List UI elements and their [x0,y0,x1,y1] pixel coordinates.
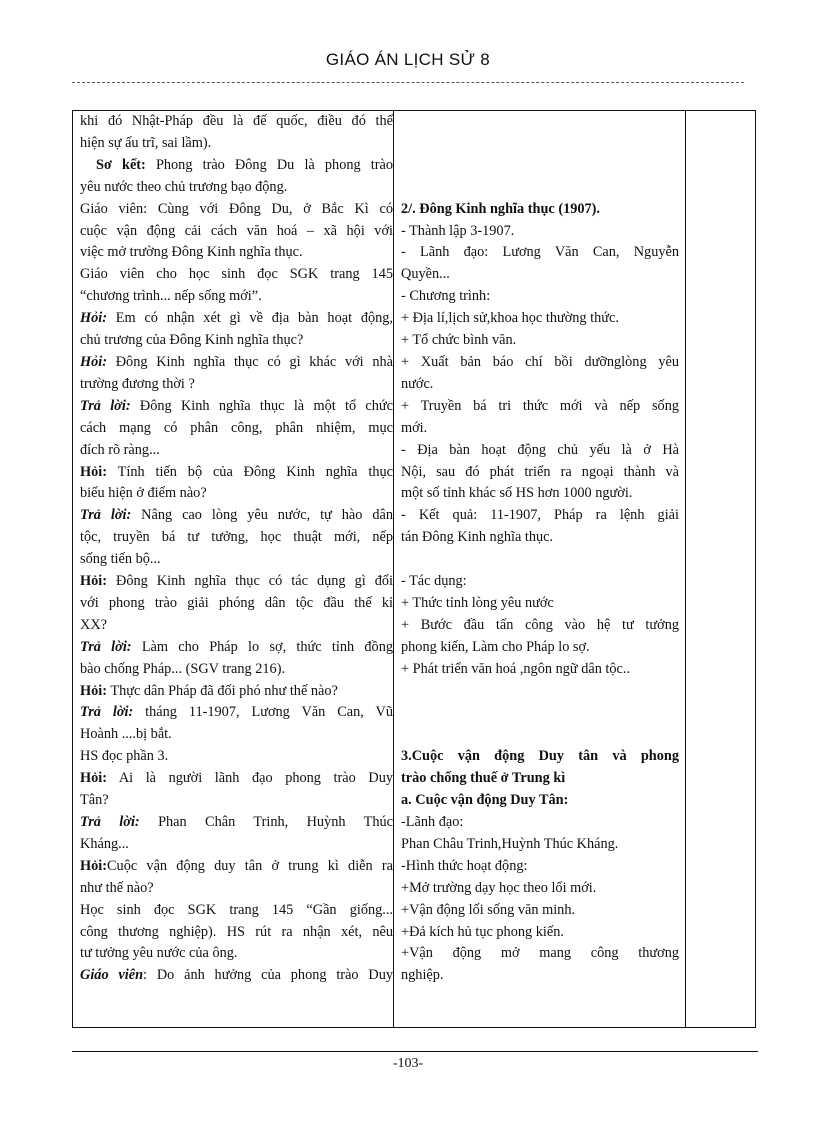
left-column-line [80,943,393,965]
text-run: -Lãnh đạo: [401,814,464,830]
right-column-line [401,352,679,374]
right-column-line [401,943,679,965]
right-column-line [401,527,679,549]
left-column-line [80,790,393,812]
right-column-line [401,702,679,724]
text-run: - Kết quả: 11-1907, Pháp ra lệnh giải [401,507,679,524]
left-column-line [80,264,393,286]
right-column-line [401,768,679,790]
emphasis-label: Trả lời: [80,638,132,655]
text-run: việc mở trường Đông Kinh nghĩa thục. [80,244,303,261]
left-column-line [80,878,393,900]
text-run: nghiệp. [401,967,444,984]
left-column-line [80,702,393,724]
left-column-line [80,330,393,352]
text-run: Kháng... [80,835,129,852]
left-column-line [80,133,393,155]
emphasis-label: Trả lời: [80,397,131,414]
text-run: - Tác dụng: [401,573,467,590]
left-column-line [80,242,393,264]
text-run: + Xuất bản báo chí bồi dưỡnglòng yêu [401,353,679,370]
left-column-line [80,571,393,593]
emphasis-label: Hỏi: [80,463,108,480]
text-run: tư tưởng yêu nước của ông. [80,945,238,962]
left-column-line [80,637,393,659]
text-run: tộc, truyền bá tư tưởng, học thuật mới, nếp [80,529,393,546]
text-run: bào chống Pháp... (SGV trang 216). [80,660,286,677]
right-column-line [401,330,679,352]
text-run: nước. [401,375,434,392]
left-column-line [80,155,393,177]
text-run: + Tổ chức bình văn. [401,332,517,349]
text-run: Phan Chân Trinh, Huỳnh Thúc [139,814,393,830]
left-column-line [80,724,393,746]
emphasis-label: Sơ kết: [96,156,146,173]
right-column-line [401,571,679,593]
header-divider [72,82,744,83]
emphasis-label: Giáo viên [80,967,144,984]
text-run: +Vận động lối sống văn minh. [401,901,576,918]
right-column-line [401,593,679,615]
text-run: biểu hiện ở điểm nào? [80,485,207,502]
emphasis-label: Trả lời: [80,507,132,524]
text-run: Nội, sau đó phát triển ra ngoại thành và [401,463,679,480]
right-column-line [401,440,679,462]
emphasis-label: Hỏi: [80,770,108,787]
text-run: - Thành lập 3-1907. [401,222,515,239]
right-column-line [401,199,679,221]
left-column-line [80,615,393,637]
text-run: trường đương thời ? [80,375,195,392]
right-column-line [401,856,679,878]
emphasis-label: Trả lời: [80,704,134,721]
left-column-line [80,374,393,396]
right-column-line [401,177,679,199]
text-run: + Bước đầu tấn công vào hệ tư tưởng [401,616,679,633]
text-run: đích rõ ràng... [80,441,160,458]
notes-column [686,111,755,1027]
text-run: Giáo viên cho học sinh đọc SGK trang 145 [80,266,393,283]
text-run: + Địa lí,lịch sử,khoa học thường thức. [401,310,619,327]
text-run: +Mở trường dạy học theo lối mới. [401,879,597,896]
right-column-line [401,374,679,396]
teacher-student-activity-column [80,111,393,987]
emphasis-label: Hỏi: [80,857,108,874]
right-column-line [401,922,679,944]
emphasis-label: Trả lời: [80,814,140,830]
text-run: tán Đông Kinh nghĩa thục. [401,529,554,546]
right-column-line [401,286,679,308]
text-run: phong kiến, Làm cho Pháp lo sợ. [401,638,590,655]
text-run: khi đó Nhật-Pháp đều là đế quốc, điều đó thể [80,113,393,129]
left-column-line [80,308,393,330]
right-column-line [401,549,679,571]
text-run: sống tiến bộ... [80,551,161,568]
right-column-line [401,746,679,768]
text-run: Giáo viên: Cùng với Đông Du, ở Bắc Kì có [80,200,393,217]
left-column-line [80,900,393,922]
left-column-line [80,396,393,418]
right-column-line [401,900,679,922]
emphasis-label: trào chống thuế ở Trung kì [401,770,566,787]
left-column-line [80,681,393,703]
left-column-line [80,221,393,243]
text-run: Phan Châu Trinh,Huỳnh Thúc Kháng. [401,835,619,852]
right-column-line [401,221,679,243]
text-run: công thương nghiệp). HS rút ra nhận xét, nêu [80,923,393,940]
lesson-content-column [401,111,679,987]
right-column-line [401,418,679,440]
right-column-line [401,264,679,286]
right-column-line [401,878,679,900]
text-run: + Thức tỉnh lòng yêu nước [401,594,554,611]
text-run: +Đả kích hủ tục phong kiến. [401,923,564,940]
emphasis-label: 2/. Đông Kinh nghĩa thục (1907). [401,200,601,217]
right-column-line [401,155,679,177]
left-column-line [80,199,393,221]
text-run: -Hình thức hoạt động: [401,857,528,874]
text-run: + Truyền bá tri thức mới và nếp sống [401,397,679,414]
left-column-line [80,965,393,987]
text-run: Em có nhận xét gì về địa bàn hoạt động, [107,310,393,327]
right-column-line [401,812,679,834]
text-run: yêu nước theo chủ trương bạo động. [80,178,288,195]
right-column-line [401,615,679,637]
right-column-line [401,681,679,703]
text-run: tháng 11-1907, Lương Văn Can, Vũ [133,704,393,721]
right-column-line [401,308,679,330]
right-column-line [401,834,679,856]
text-run: “chương trình... nếp sống mới”. [80,288,262,305]
left-column-line [80,462,393,484]
right-column-line [401,483,679,505]
text-run: Hoành ....bị bắt. [80,726,172,743]
text-run: với phong trào giải phóng dân tộc đầu thế kỉ [80,594,393,611]
emphasis-label: 3.Cuộc vận động Duy tân và phong [401,748,679,765]
right-column-line [401,659,679,681]
emphasis-label: a. Cuộc vận động Duy Tân: [401,792,569,809]
left-column-line [80,505,393,527]
text-run: Nâng cao lòng yêu nước, tự hào dân [131,507,393,524]
text-run: Ai là người lãnh đạo phong trào Duy [107,770,393,787]
text-run: - Địa bàn hoạt động chủ yếu là ở Hà [401,441,679,458]
page-number: -103- [392,1056,424,1071]
left-column-line [80,418,393,440]
emphasis-label: Hỏi: [80,310,108,327]
text-run: Học sinh đọc SGK trang 145 “Gần giống... [80,901,393,918]
emphasis-label: Hỏi: [80,573,108,590]
emphasis-label: Hỏi: [80,682,108,699]
text-run: Cuộc vận động duy tân ở trung kì diễn ra [107,857,393,874]
emphasis-label: Hỏi: [80,353,108,370]
text-run: +Vận động mở mang công thương [401,945,679,962]
text-run: XX? [80,616,107,633]
text-run: Đông Kinh nghĩa thục có tác dụng gì đối [107,573,393,590]
left-column-line [80,922,393,944]
text-run: Đông Kinh nghĩa thục có gì khác với nhà [107,353,393,370]
text-run: cuộc vận động cải cách văn hoá – xã hội với [80,222,393,239]
text-run: Phong trào Đông Du là phong trào [145,156,393,173]
left-column-line [80,527,393,549]
right-column-line [401,505,679,527]
text-run: cách mạng có phân công, phân nhiệm, mục [80,419,393,436]
text-run: mới. [401,419,428,436]
left-column-line [80,856,393,878]
right-column-line [401,133,679,155]
right-column-line [401,724,679,746]
text-run: Đông Kinh nghĩa thục là một tổ chức [130,397,393,414]
text-run: Làm cho Pháp lo sợ, thức tỉnh đồng [131,638,393,655]
left-column-line [80,177,393,199]
lesson-table [72,110,756,1028]
right-column-line [401,462,679,484]
table-column-divider-1 [393,111,394,1027]
footer-divider [72,1051,758,1052]
text-run: - Lãnh đạo: Lương Văn Can, Nguyễn [401,244,679,261]
text-run: hiện sự ấu trĩ, sai lầm). [80,134,212,151]
left-column-line [80,286,393,308]
right-column-line [401,396,679,418]
left-column-line [80,483,393,505]
text-run: Quyền... [401,266,450,283]
right-column-line [401,790,679,812]
text-run: Thực dân Pháp đã đối phó như thế nào? [107,682,338,699]
page-header-title: GIÁO ÁN LỊCH SỬ 8 [325,50,491,69]
text-run: Tân? [80,792,109,809]
left-column-line [80,593,393,615]
left-column-line [80,549,393,571]
left-column-line [80,812,393,834]
text-run: Tính tiến bộ của Đông Kinh nghĩa thục [107,463,393,480]
left-column-line [80,440,393,462]
right-column-line [401,637,679,659]
right-column-line [401,111,679,133]
right-column-line [401,965,679,987]
left-column-line [80,111,393,133]
left-column-line [80,834,393,856]
text-run: HS đọc phần 3. [80,748,169,765]
left-column-line [80,659,393,681]
left-column-line [80,746,393,768]
text-run: chủ trương của Đông Kinh nghĩa thục? [80,332,304,349]
text-run: - Chương trình: [401,288,491,305]
text-run: : Do ảnh hưởng của phong trào Duy [143,967,393,984]
text-run: một số tỉnh khác số HS hơn 1000 người. [401,485,633,502]
right-column-line [401,242,679,264]
left-column-line [80,768,393,790]
text-run: như thế nào? [80,879,154,896]
text-run: + Phát triển văn hoá ,ngôn ngữ dân tộc.. [401,660,631,677]
left-column-line [80,352,393,374]
